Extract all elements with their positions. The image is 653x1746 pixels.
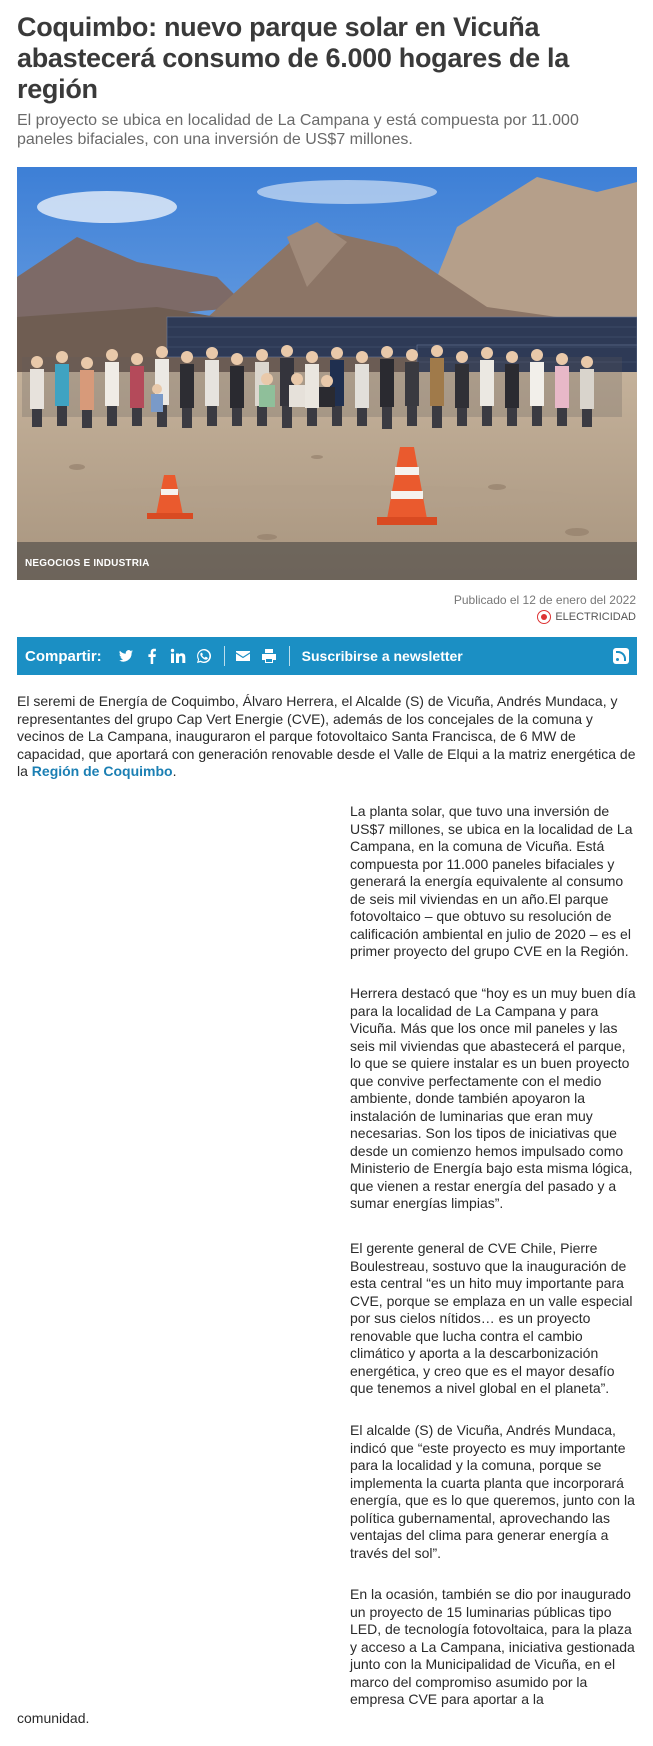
newsletter-link[interactable]: Suscribirse a newsletter: [301, 648, 463, 664]
section-tag[interactable]: NEGOCIOS E INDUSTRIA: [25, 558, 150, 569]
share-label: Compartir:: [25, 647, 102, 665]
paragraph-2: Herrera destacó que “hoy es un muy buen día para la localidad de La Campana y para Vicuña. Más que los once mil paneles y las seis mil viviendas que abastecerá el parque, lo que se quiere instalar es un buen proyecto que convive perfectamente con el medio ambiente, donde también apoyaron la instalación de luminarias que eran muy necesarias. Son los tipos de iniciativas que desde un comienzo hemos impulsado como Ministerio de Energía bajo esta misma lógica, que vienen a restar energía del pasado y a sumar energías limpias”.: [350, 985, 636, 1211]
paragraph-3: El gerente general de CVE Chile, Pierre Boulestreau, sostuvo que la inauguración de esta central “es un hito muy importante para CVE, porque se emplaza en un valle especial por sus cielos nítidos… es un proyecto renovable que lucha contra el cambio climático y aporta a la descarbonización energética, y creo que es el mayor desafío que tenemos a nivel global en el planeta”.: [350, 1240, 633, 1396]
category-label: ELECTRICIDAD: [555, 611, 636, 623]
whatsapp-icon[interactable]: [196, 648, 212, 664]
intro-text: El seremi de Energía de Coquimbo, Álvaro Herrera, el Alcalde (S) de Vicuña, Andrés Mundaca, y representantes del grupo Cap Vert Energie (CVE), además de los concejales de la comuna y vecinos de La Campana, inauguraron el parque fotovoltaico Santa Francisca, de 6 MW de capacidad, que aportará con generación renovable desde el Valle de Elqui a la matriz energética de la: [17, 693, 636, 779]
intro-end: .: [172, 763, 177, 779]
facebook-icon[interactable]: [144, 648, 160, 664]
publish-date: Publicado el 12 de enero del 2022: [453, 593, 636, 607]
linkedin-icon[interactable]: [170, 648, 186, 664]
electricity-icon: [537, 610, 551, 624]
rss-icon[interactable]: [613, 648, 629, 664]
twitter-icon[interactable]: [118, 648, 134, 664]
paragraph-5: En la ocasión, también se dio por inaugurado un proyecto de 15 luminarias públicas tipo LED, de tecnología fotovoltaica, para la plaza y acceso a La Campana, iniciativa gestionada junto con la Municipalidad de Vicuña, en el marco del compromiso asumido por la empresa CVE para aportar a la: [350, 1586, 635, 1707]
share-bar: [17, 637, 637, 675]
hero-photo: [17, 167, 637, 580]
paragraph-4: El alcalde (S) de Vicuña, Andrés Mundaca, indicó que “este proyecto es muy importante para la localidad y la comuna, porque se implementa la cuarta planta que incorporará energía, que es lo que queremos, junto con la política gubernamental, aprovechando las ventajas del clima para generar energía a través del sol”.: [350, 1422, 635, 1561]
print-icon[interactable]: [261, 648, 277, 664]
article-intro: [17, 693, 637, 781]
article-subtitle: El proyecto se ubica en localidad de La Campana y está compuesta por 11.000 paneles bifaciales, con una inversión de US$7 millones.: [17, 112, 579, 148]
region-link[interactable]: Región de Coquimbo: [31, 763, 173, 779]
email-icon[interactable]: [235, 648, 251, 664]
category-link[interactable]: [537, 610, 636, 624]
article-headline: Coquimbo: nuevo parque solar en Vicuña abastecerá consumo de 6.000 hogares de la región: [17, 12, 569, 104]
share-separator: [289, 646, 290, 666]
paragraph-1: La planta solar, que tuvo una inversión de US$7 millones, se ubica en la localidad de La Campana, en la comuna de Vicuña. Está compuesta por 11.000 paneles bifaciales y generará la energía equivalente al consumo de seis mil viviendas en un año.El parque fotovoltaico – que obtuvo su resolución de calificación ambiental en julio de 2020 – es el primer proyecto del grupo CVE en la Región.: [350, 803, 633, 959]
paragraph-5-end: comunidad.: [17, 1710, 90, 1726]
hero-photo-illustration: [17, 167, 637, 580]
share-separator: [224, 646, 225, 666]
